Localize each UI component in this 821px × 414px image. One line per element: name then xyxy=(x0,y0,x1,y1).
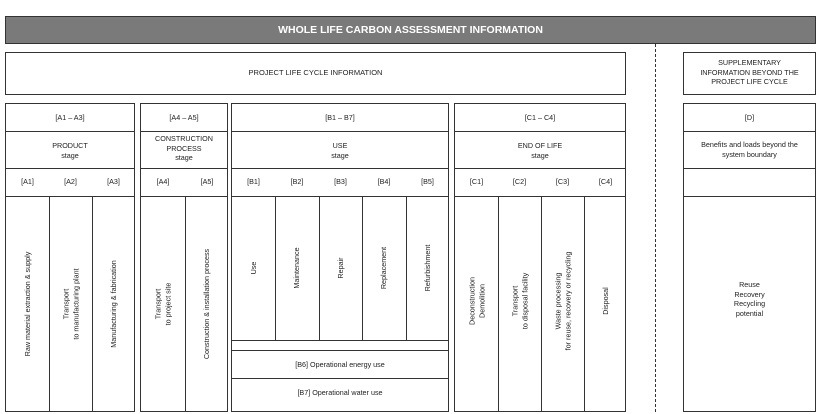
boundary-dashed-line xyxy=(655,44,656,412)
d-body-line: Recycling xyxy=(733,299,766,309)
module-label-c4: Disposal xyxy=(601,287,611,315)
module-label-a5: Construction & installation process xyxy=(202,248,212,360)
construction-stage-name: PROCESS xyxy=(166,143,202,153)
construction-range: [A4 – A5] xyxy=(169,113,199,122)
module-code-a2: [A2] xyxy=(64,177,77,186)
eol-stage-sub: stage xyxy=(531,150,549,160)
module-label-a3: Manufacturing & fabrication xyxy=(109,260,119,348)
module-code-b3: [B3] xyxy=(334,177,347,186)
module-code-c3: [C3] xyxy=(555,177,570,186)
module-label-c2: Transport to disposal facility xyxy=(510,272,529,330)
product-stage-sub: stage xyxy=(61,150,79,160)
supplementary-line: PROJECT LIFE CYCLE xyxy=(711,77,788,87)
use-range: [B1 – B7] xyxy=(325,113,355,122)
supplementary-box xyxy=(683,52,816,95)
module-code-a4: [A4] xyxy=(156,177,170,186)
supplementary-line: INFORMATION BEYOND THE xyxy=(700,67,799,77)
module-code-b4: [B4] xyxy=(377,177,391,186)
d-stage-name: Benefits and loads beyond the xyxy=(701,140,798,149)
module-code-c1: [C1] xyxy=(469,177,484,186)
module-code-c4: [C4] xyxy=(598,177,613,186)
d-body-line: potential xyxy=(735,309,764,319)
eol-range: [C1 – C4] xyxy=(524,113,556,122)
use-stage-sub: stage xyxy=(331,150,349,160)
supplementary-line: SUPPLEMENTARY xyxy=(718,58,781,67)
module-label-b2: Maintenance xyxy=(292,247,302,289)
module-label-c1: Deconstruction Demolition xyxy=(467,277,486,325)
module-label-b5: Refurbishment xyxy=(423,244,433,292)
module-label-b4: Replacement xyxy=(379,246,389,290)
module-label-b1: Use xyxy=(249,261,259,275)
module-label-c3: Waste processing for reuse, recovery or recycling xyxy=(553,251,572,351)
module-code-b2: [B2] xyxy=(290,177,304,186)
module-label-b3: Repair xyxy=(336,257,346,279)
module-code-b5: [B5] xyxy=(421,177,434,186)
module-label-a2: Transport to manufacturing plant xyxy=(61,268,80,340)
project-life-cycle-label: PROJECT LIFE CYCLE INFORMATION xyxy=(248,68,383,78)
module-label-a1: Raw material extraction & supply xyxy=(23,251,33,357)
module-d-group xyxy=(683,103,816,412)
construction-stage-name: CONSTRUCTION xyxy=(155,134,213,143)
project-life-cycle-box xyxy=(5,52,626,95)
module-code-a1: [A1] xyxy=(21,177,34,186)
product-stage-group xyxy=(5,103,135,412)
module-label-a4: Transport to project site xyxy=(153,282,172,326)
product-stage-name: PRODUCT xyxy=(52,141,88,150)
construction-stage-group xyxy=(140,103,228,412)
d-body-line: Recovery xyxy=(734,289,765,299)
eol-stage-name: END OF LIFE xyxy=(517,141,563,150)
module-code-a5: [A5] xyxy=(200,177,214,186)
module-code-b1: [B1] xyxy=(247,177,260,186)
use-stage-name: USE xyxy=(332,141,348,150)
end-of-life-stage-group xyxy=(454,103,626,412)
construction-stage-sub: stage xyxy=(175,153,193,163)
title: WHOLE LIFE CARBON ASSESSMENT INFORMATION xyxy=(278,24,543,36)
d-body-line: Reuse xyxy=(739,280,760,289)
d-range: [D] xyxy=(744,113,755,122)
product-range: [A1 – A3] xyxy=(55,113,85,122)
module-code-a3: [A3] xyxy=(107,177,120,186)
module-code-c2: [C2] xyxy=(512,177,527,186)
module-b7-operational-water: [B7] Operational water use xyxy=(297,388,383,397)
module-b6-operational-energy: [B6] Operational energy use xyxy=(295,360,385,369)
title-bar xyxy=(5,16,816,44)
d-stage-name: system boundary xyxy=(722,149,777,159)
use-stage-group xyxy=(231,103,449,412)
